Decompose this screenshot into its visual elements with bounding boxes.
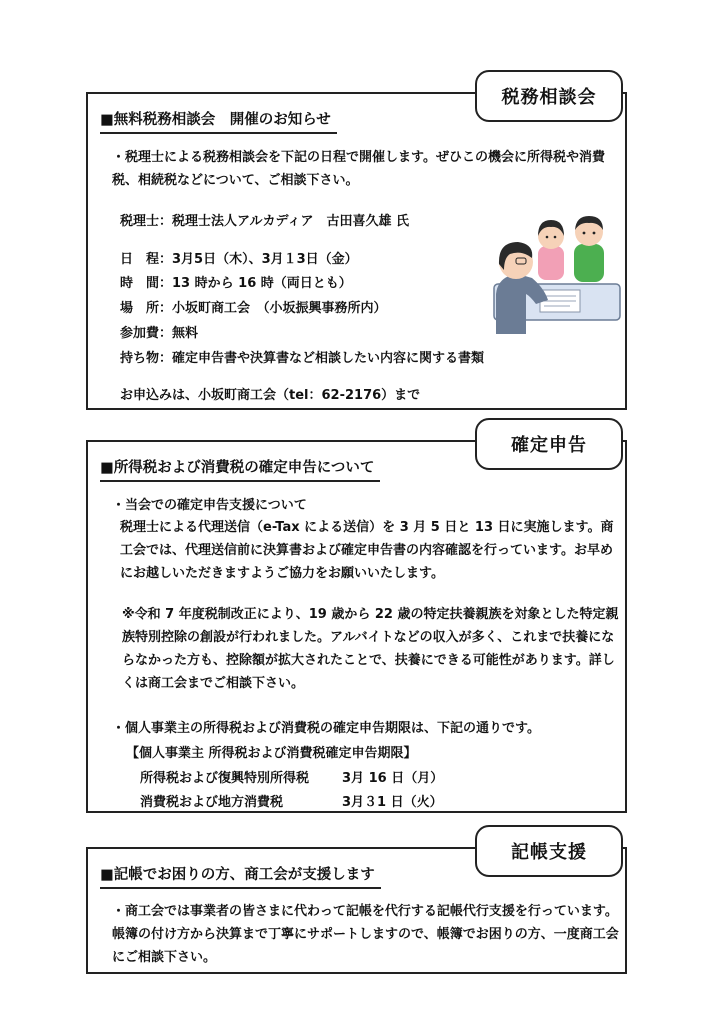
tax-return-heading: ■所得税および消費税の確定申告について	[100, 456, 380, 482]
tax-consultation-intro: ・税理士による税務相談会を下記の日程で開催します。ぜひこの機会に所得税や消費税、相続税などについて、ご相談下さい。	[112, 150, 605, 188]
schedule-place: 場 所：小坂町商工会 （小坂振興事務所内）	[120, 301, 387, 316]
deadline-income-label: 所得税および復興特別所得税	[140, 771, 310, 786]
boy-figure	[574, 216, 604, 282]
support-body: 税理士による代理送信（e-Tax による送信）を 3 月 5 日と 13 日に実施します。商工会では、代理送信前に決算書および確定申告書の内容確認を行っています。お早めにお越しいただきますようご協力をお願いいたします。	[120, 520, 614, 581]
bookkeeping-heading: ■記帳でお困りの方、商工会が支援します	[100, 863, 381, 889]
bookkeeping-body: ・商工会では事業者の皆さまに代わって記帳を代行する記帳代行支援を行っています。帳簿の付け方から決算まで丁寧にサポートしますので、帳簿でお困りの方、一度商工会にご相談下さい。	[112, 904, 619, 965]
items-to-bring: 持ち物：確定申告書や決算書など相談したい内容に関する書類	[120, 351, 485, 366]
tax-return-tab: 確定申告	[475, 418, 623, 470]
participation-fee: 参加費：無料	[120, 326, 199, 341]
deadline-consumption-label: 消費税および地方消費税	[140, 795, 284, 810]
bookkeeping-tab: 記帳支援	[475, 825, 623, 877]
girl-figure	[538, 220, 564, 280]
schedule-date: 日 程：3月5日（木）、3月１3日（金）	[120, 252, 358, 267]
schedule-time: 時 間：13 時から 16 時（両日とも）	[120, 276, 352, 291]
tax-accountant-name: 税理士：税理士法人アルカディア 古田喜久雄 氏	[120, 214, 409, 229]
deadline-heading: 【個人事業主 所得税および消費税確定申告期限】	[126, 746, 417, 761]
tax-reform-note: ※令和 7 年度税制改正により、19 歳から 22 歳の特定扶養親族を対象とした特定親族特別控除の創設が行われました。アルバイトなどの収入が多く、これまで扶養にならなかった方も、控除額が拡大されたことで、扶養にできる可能性があります。詳しくは商工会までご相談下さい。	[122, 607, 619, 691]
application-contact: お申込みは、小坂町商工会（tel：62-2176）まで	[120, 388, 421, 403]
deadline-consumption-date: 3月３1 日（火）	[342, 795, 443, 810]
tax-consultation-tab: 税務相談会	[475, 70, 623, 122]
deadline-income-date: 3月 16 日（月）	[342, 771, 444, 786]
deadline-title: ・個人事業主の所得税および消費税の確定申告期限は、下記の通りです。	[112, 721, 540, 736]
consultation-illustration	[486, 208, 622, 334]
support-title: ・当会での確定申告支援について	[112, 498, 307, 513]
tax-consultation-heading: ■無料税務相談会 開催のお知らせ	[100, 108, 337, 134]
